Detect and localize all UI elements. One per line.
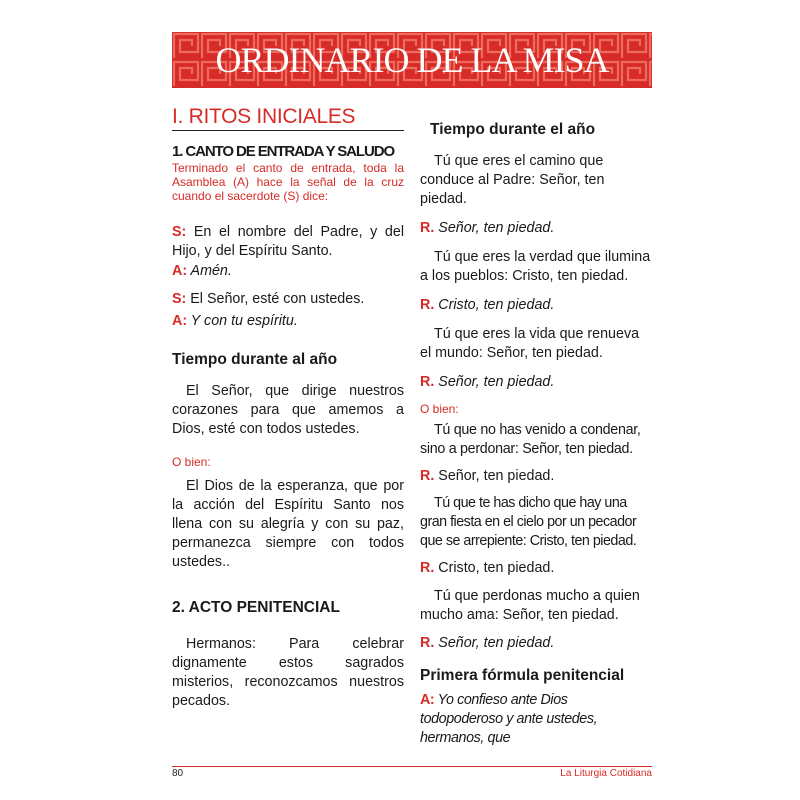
section-title-ritos: I. RITOS INICIALES xyxy=(172,105,404,131)
right-column xyxy=(420,100,652,748)
response: R. Cristo, ten piedad. xyxy=(420,560,555,576)
response: R. Cristo, ten piedad. xyxy=(420,297,555,313)
subsection-title-canto: 1. CANTO DE ENTRADA Y SALUDO xyxy=(172,143,395,160)
section-title-acto: 2. ACTO PENITENCIAL xyxy=(172,599,340,616)
dialogue-line: S: El Señor, esté con ustedes. xyxy=(172,291,365,307)
rubric-canto: Terminado el canto de entrada, toda la Asamblea (A) hace la señal de la cruz cuando el sacerdote (S) dice: xyxy=(172,161,404,203)
response: R. Señor, ten piedad. xyxy=(420,468,555,484)
paragraph-greeting-alt: El Dios de la esperanza, que por la acción del Espíritu Santo nos llena con su alegría y con su paz, permanezca siempre con todos ustedes.. xyxy=(172,478,404,570)
heading-tiempo-left: Tiempo durante al año xyxy=(172,351,338,368)
o-bien-label: O bien: xyxy=(172,455,211,469)
paragraph-greeting: El Señor, que dirige nuestros corazones para que amemos a Dios, esté con todos ustedes. xyxy=(172,383,404,437)
heading-tiempo-right: Tiempo durante el año xyxy=(430,121,596,138)
dialogue-line: A: Amén. xyxy=(172,263,232,279)
heading-primera-formula: Primera fórmula penitencial xyxy=(420,667,625,684)
o-bien-label: O bien: xyxy=(420,402,459,416)
invocation: Tú que eres el camino que conduce al Padre: Señor, ten piedad. xyxy=(420,153,605,207)
dialogue-line: S: En el nombre del Padre, y del Hijo, y del Espíritu Santo. xyxy=(172,224,404,259)
paragraph-penitential-intro: Hermanos: Para celebrar dignamente estos sagrados misterios, reconozcamos nuestros pecados. xyxy=(172,636,404,709)
footer-divider xyxy=(172,766,652,767)
response: R. Señor, ten piedad. xyxy=(420,374,555,390)
publication-name: La Liturgia Cotidiana xyxy=(560,768,652,779)
page-title: ORDINARIO DE LA MISA xyxy=(215,40,609,80)
invocation: Tú que te has dicho que hay una gran fiesta en el cielo por un pecador que se arrepiente: Cristo, ten piedad. xyxy=(420,495,637,549)
response: R. Señor, ten piedad. xyxy=(420,635,555,651)
page-number: 80 xyxy=(172,768,184,779)
response: R. Señor, ten piedad. xyxy=(420,220,555,236)
invocation: Tú que no has venido a condenar, sino a perdonar: Señor, ten piedad. xyxy=(420,422,641,457)
invocation: Tú que perdonas mucho a quien mucho ama: Señor, ten piedad. xyxy=(420,588,640,623)
invocation: Tú que eres la vida que renueva el mundo: Señor, ten piedad. xyxy=(420,326,640,361)
left-column xyxy=(172,100,404,711)
confiteor: A: Yo confieso ante Dios todopoderoso y ante ustedes, hermanos, que xyxy=(420,692,598,746)
dialogue-line: A: Y con tu espíritu. xyxy=(172,313,298,329)
title-banner xyxy=(172,32,652,88)
invocation: Tú que eres la verdad que ilumina a los pueblos: Cristo, ten piedad. xyxy=(420,249,651,284)
